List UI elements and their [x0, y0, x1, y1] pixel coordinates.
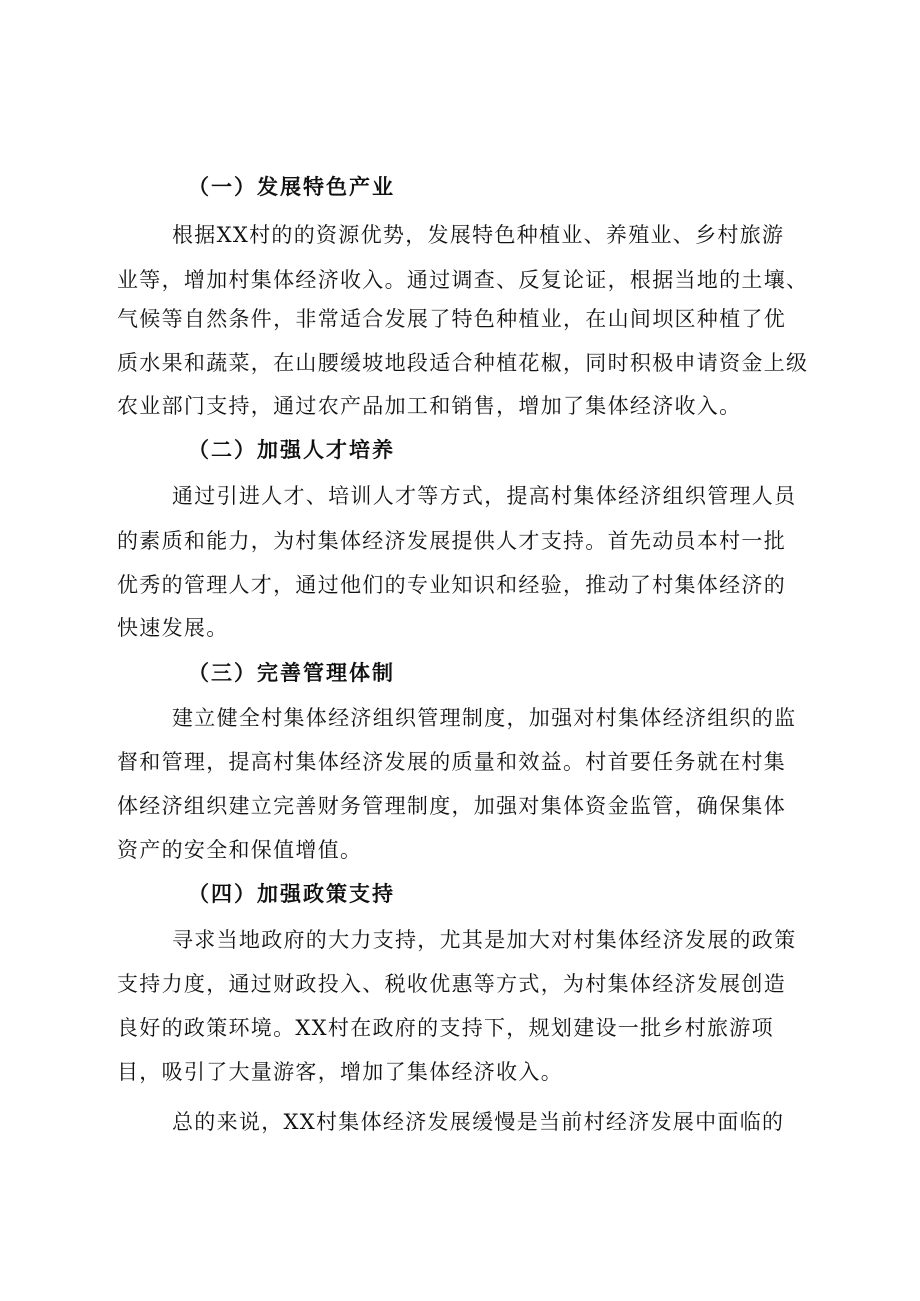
paragraph-line: 支持力度，通过财政投入、税收优惠等方式，为村集体经济发展创造 — [117, 972, 786, 996]
paragraph-line: 体经济组织建立完善财务管理制度，加强对集体资金监管，确保集体 — [117, 794, 786, 818]
paragraph-line: 寻求当地政府的大力支持，尤其是加大对村集体经济发展的政策 — [172, 928, 797, 952]
paragraph-line: 的素质和能力，为村集体经济发展提供人才支持。首先动员本村一批 — [117, 529, 786, 553]
section-heading-3: （三）完善管理体制 — [188, 660, 395, 685]
paragraph-line: 业等，增加村集体经济收入。通过调查、反复论证，根据当地的土壤、 — [117, 268, 809, 292]
paragraph-line: 督和管理，提高村集体经济发展的质量和效益。村首要任务就在村集 — [117, 750, 786, 774]
paragraph-line: 气候等自然条件，非常适合发展了特色种植业，在山间坝区种植了优 — [117, 307, 786, 331]
paragraph-line: 质水果和蔬菜，在山腰缓坡地段适合种植花椒，同时积极申请资金上级 — [117, 351, 809, 375]
paragraph-line: 总的来说，XX村集体经济发展缓慢是当前村经济发展中面临的 — [172, 1110, 785, 1134]
section-heading-1: （一）发展特色产业 — [188, 174, 395, 199]
section-heading-4: （四）加强政策支持 — [188, 881, 395, 906]
paragraph-line: 优秀的管理人才，通过他们的专业知识和经验，推动了村集体经济的 — [117, 573, 786, 597]
paragraph-line: 农业部门支持，通过农产品加工和销售，增加了集体经济收入。 — [117, 394, 742, 418]
paragraph-line: 资产的安全和保值增值。 — [117, 838, 363, 862]
paragraph-line: 根据XX村的的资源优势，发展特色种植业、养殖业、乡村旅游 — [172, 223, 785, 247]
paragraph-line: 通过引进人才、培训人才等方式，提高村集体经济组织管理人员 — [172, 484, 797, 508]
paragraph-line: 目，吸引了大量游客，增加了集体经济收入。 — [117, 1060, 563, 1084]
paragraph-line: 快速发展。 — [117, 616, 229, 640]
paragraph-line: 建立健全村集体经济组织管理制度，加强对村集体经济组织的监 — [172, 706, 797, 730]
section-heading-2: （二）加强人才培养 — [188, 437, 395, 462]
paragraph-line: 良好的政策环境。XX村在政府的支持下，规划建设一批乡村旅游项 — [117, 1016, 774, 1040]
